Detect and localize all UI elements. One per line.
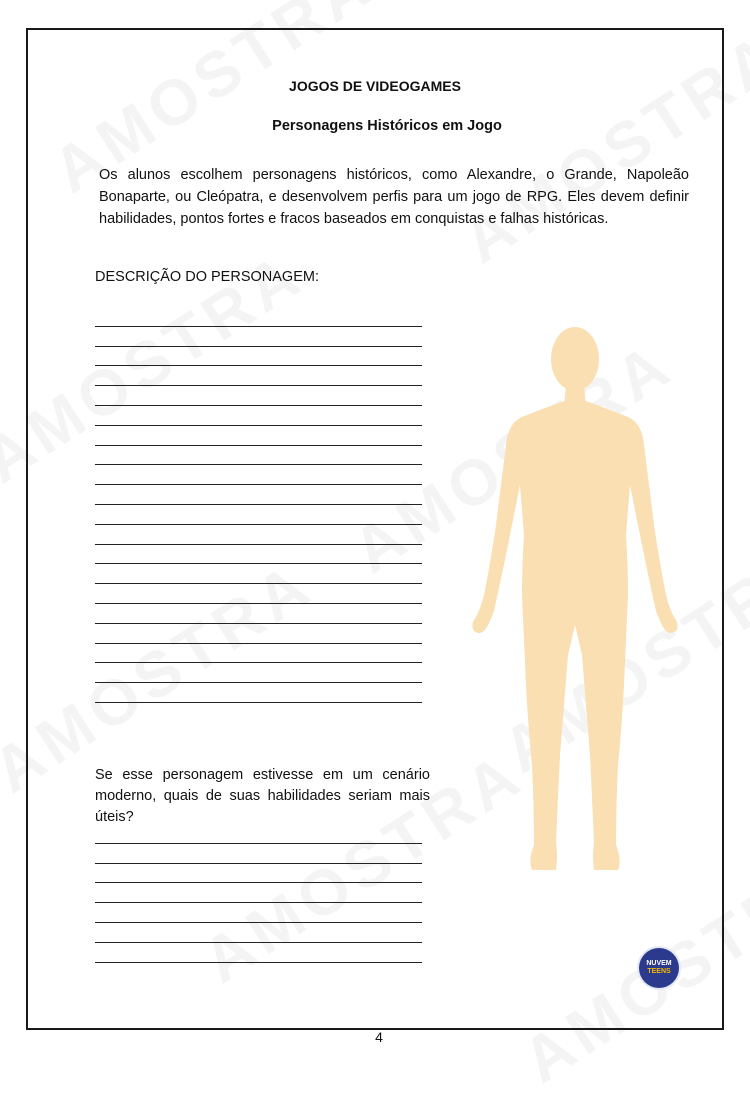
human-body-silhouette-icon bbox=[470, 325, 680, 875]
description-writing-lines[interactable] bbox=[95, 307, 422, 703]
writing-line[interactable] bbox=[95, 624, 422, 644]
writing-line[interactable] bbox=[95, 485, 422, 505]
writing-line[interactable] bbox=[95, 883, 422, 903]
writing-line[interactable] bbox=[95, 347, 422, 367]
writing-line[interactable] bbox=[95, 824, 422, 844]
writing-line[interactable] bbox=[95, 386, 422, 406]
writing-line[interactable] bbox=[95, 584, 422, 604]
writing-line[interactable] bbox=[95, 446, 422, 466]
writing-line[interactable] bbox=[95, 426, 422, 446]
writing-line[interactable] bbox=[95, 366, 422, 386]
page-subtitle: Personagens Históricos em Jogo bbox=[272, 118, 502, 134]
writing-line[interactable] bbox=[95, 465, 422, 485]
writing-line[interactable] bbox=[95, 604, 422, 624]
intro-paragraph: Os alunos escolhem personagens históricos, como Alexandre, o Grande, Napoleão Bonaparte, ou Cleópatra, e desenvolvem perfis para um jogo de RPG. Eles devem definir habilidades, pontos fortes e fracos baseados em conquistas e falhas históricas. bbox=[99, 167, 689, 227]
description-label: DESCRIÇÃO DO PERSONAGEM: bbox=[95, 269, 319, 285]
answer-writing-lines[interactable] bbox=[95, 824, 422, 963]
writing-line[interactable] bbox=[95, 663, 422, 683]
question-text: Se esse personagem estivesse em um cenário moderno, quais de suas habilidades seriam mais úteis? bbox=[95, 767, 430, 825]
nuvem-teens-logo: NUVEM TEENS bbox=[639, 948, 679, 988]
writing-line[interactable] bbox=[95, 683, 422, 703]
writing-line[interactable] bbox=[95, 545, 422, 565]
writing-line[interactable] bbox=[95, 505, 422, 525]
writing-line[interactable] bbox=[95, 644, 422, 664]
page-title: JOGOS DE VIDEOGAMES bbox=[289, 78, 461, 94]
writing-line[interactable] bbox=[95, 923, 422, 943]
page-number: 4 bbox=[375, 1029, 383, 1045]
writing-line[interactable] bbox=[95, 864, 422, 884]
writing-line[interactable] bbox=[95, 525, 422, 545]
writing-line[interactable] bbox=[95, 307, 422, 327]
writing-line[interactable] bbox=[95, 943, 422, 963]
writing-line[interactable] bbox=[95, 564, 422, 584]
writing-line[interactable] bbox=[95, 844, 422, 864]
writing-line[interactable] bbox=[95, 406, 422, 426]
writing-line[interactable] bbox=[95, 327, 422, 347]
writing-line[interactable] bbox=[95, 903, 422, 923]
